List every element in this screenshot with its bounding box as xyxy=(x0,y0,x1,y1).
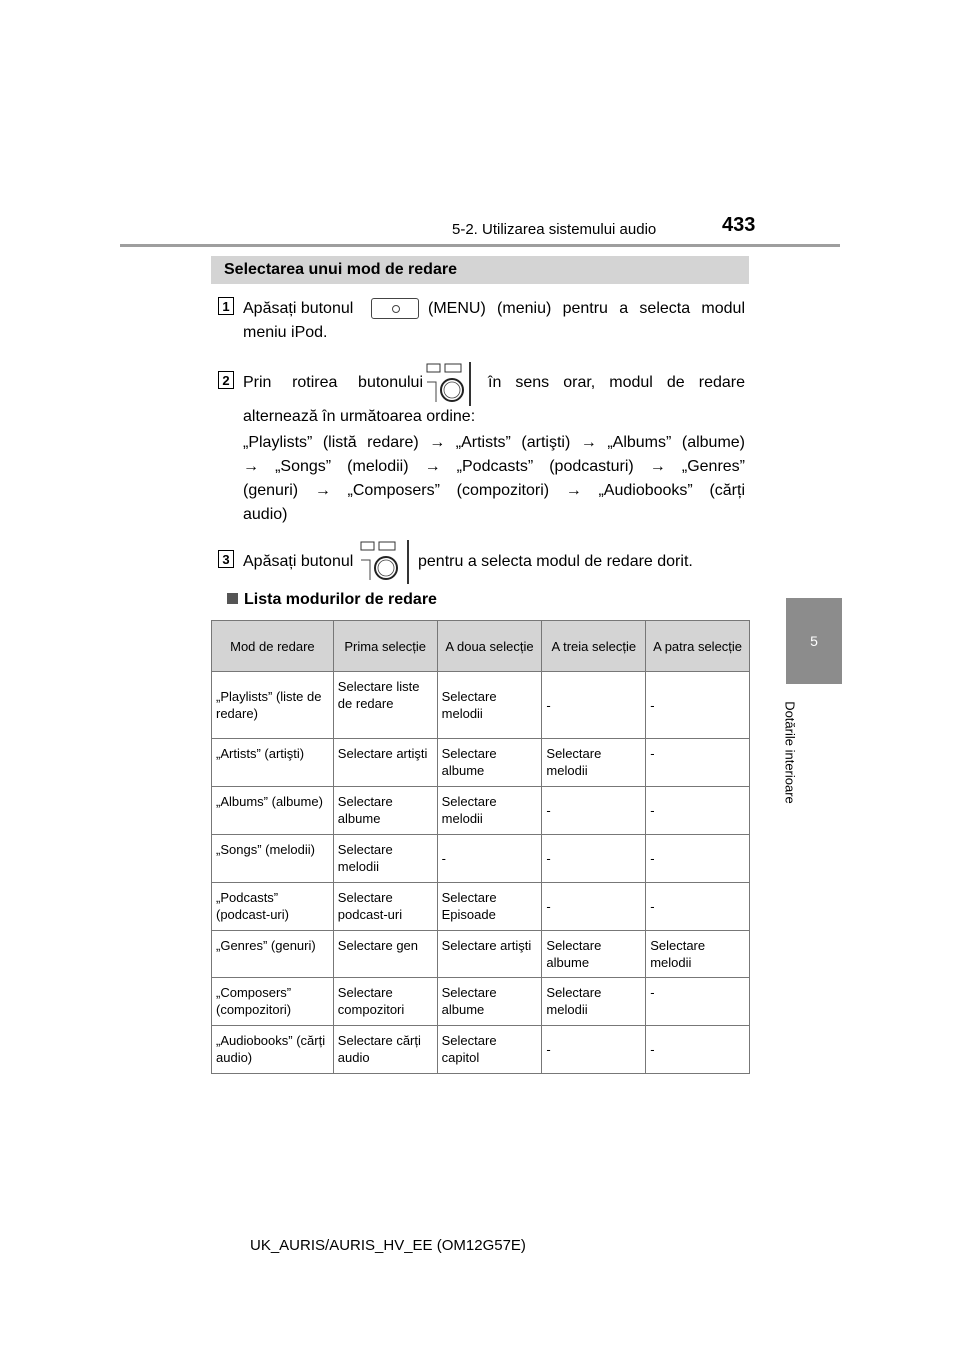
table-cell: Selectare albume xyxy=(333,787,437,835)
mode-sequence-line-2: → „Songs” (melodii) → „Podcasts” (podcasturi) → „Genres” xyxy=(243,458,745,475)
table-cell: - xyxy=(646,739,750,787)
table-cell: Selectare cărți audio xyxy=(333,1026,437,1074)
table-row xyxy=(212,835,750,883)
table-row xyxy=(212,1026,750,1074)
table-cell: - xyxy=(646,1026,750,1074)
tune-select-knob-icon xyxy=(424,360,482,408)
table-cell: Selectare melodii xyxy=(646,931,750,978)
table-cell: Selectare albume xyxy=(437,739,542,787)
table-cell: - xyxy=(542,835,646,883)
page-number: 433 xyxy=(722,214,756,236)
table-cell: Selectare albume xyxy=(542,931,646,978)
table-cell: Selectare capitol xyxy=(437,1026,542,1074)
table-cell: - xyxy=(646,672,750,739)
tune-select-knob-press-icon xyxy=(358,538,416,586)
table-cell: Selectare Episoade xyxy=(437,883,542,931)
chapter-title-text: Dotările interioare xyxy=(782,701,798,804)
table-cell: Selectare artişti xyxy=(333,739,437,787)
step-number-3: 3 xyxy=(218,550,234,568)
table-cell: Selectare liste de redare xyxy=(333,672,437,739)
table-row xyxy=(212,672,750,739)
table-header-cell: A doua selecție xyxy=(437,621,542,672)
step-number-2: 2 xyxy=(218,371,234,389)
table-cell: - xyxy=(646,835,750,883)
step-1-line-2: meniu iPod. xyxy=(243,324,328,341)
table-cell: „Composers” (compozitori) xyxy=(212,978,334,1026)
step-number-1: 1 xyxy=(218,297,234,315)
chapter-tab: 5 xyxy=(786,598,842,684)
table-cell: „Genres” (genuri) xyxy=(212,931,334,978)
table-cell: - xyxy=(437,835,542,883)
table-cell: „Albums” (albume) xyxy=(212,787,334,835)
step-2-line-2: alternează în următoarea ordine: xyxy=(243,408,476,425)
list-heading xyxy=(227,591,437,609)
table-cell: Selectare melodii xyxy=(542,978,646,1026)
table-cell: „Artists” (artişti) xyxy=(212,739,334,787)
running-section-title: 5-2. Utilizarea sistemului audio xyxy=(452,221,657,238)
mode-sequence-line-1: „Playlists” (listă redare) → „Artists” (artişti) → „Albums” (albume) xyxy=(243,434,745,451)
table-cell: „Playlists” (liste de redare) xyxy=(212,672,334,739)
step-2-text-after: în sens orar, modul de redare xyxy=(488,374,745,391)
step-2-text-before: Prin rotirea butonului xyxy=(243,374,423,391)
step-1-text-before: Apăsați butonul xyxy=(243,300,354,317)
table-header-cell: A patra selecție xyxy=(646,621,750,672)
step-3-text-before: Apăsați butonul xyxy=(243,553,354,570)
table-cell: - xyxy=(542,1026,646,1074)
table-cell: Selectare melodii xyxy=(333,835,437,883)
step-3-text-after: pentru a selecta modul de redare dorit. xyxy=(418,553,693,570)
table-cell: Selectare melodii xyxy=(437,787,542,835)
table-cell: Selectare compozitori xyxy=(333,978,437,1026)
table-row xyxy=(212,978,750,1026)
table-header-cell: Prima selecție xyxy=(333,621,437,672)
table-header-row xyxy=(212,621,750,672)
table-cell: „Podcasts” (podcast-uri) xyxy=(212,883,334,931)
table-cell: „Audiobooks” (cărți audio) xyxy=(212,1026,334,1074)
header-rule xyxy=(120,244,840,247)
table-cell: - xyxy=(646,978,750,1026)
menu-button-dot-icon xyxy=(392,305,400,313)
play-modes-table xyxy=(211,620,750,1074)
footer-model-code: UK_AURIS/AURIS_HV_EE (OM12G57E) xyxy=(250,1237,526,1254)
table-cell: - xyxy=(646,883,750,931)
list-heading-text: Lista modurilor de redare xyxy=(244,591,437,608)
square-bullet-icon xyxy=(227,593,238,604)
table-cell: Selectare albume xyxy=(437,978,542,1026)
table-header-cell: Mod de redare xyxy=(212,621,334,672)
mode-sequence-line-4: audio) xyxy=(243,506,288,523)
table-cell: „Songs” (melodii) xyxy=(212,835,334,883)
table-row xyxy=(212,883,750,931)
table-cell: Selectare artişti xyxy=(437,931,542,978)
table-row xyxy=(212,739,750,787)
table-cell: Selectare melodii xyxy=(437,672,542,739)
section-heading-bar: Selectarea unui mod de redare xyxy=(211,256,749,284)
table-cell: Selectare podcast-uri xyxy=(333,883,437,931)
menu-button-icon xyxy=(371,298,419,319)
mode-sequence-line-3: (genuri) → „Composers” (compozitori) → „Audiobooks” (cărți xyxy=(243,482,745,499)
step-1-text-after: (MENU) (meniu) pentru a selecta modul xyxy=(428,300,745,317)
table-row xyxy=(212,931,750,978)
table-cell: - xyxy=(542,883,646,931)
table-row xyxy=(212,787,750,835)
table-cell: Selectare melodii xyxy=(542,739,646,787)
table-cell: - xyxy=(542,672,646,739)
table-cell: Selectare gen xyxy=(333,931,437,978)
chapter-title xyxy=(770,690,810,820)
table-cell: - xyxy=(646,787,750,835)
table-cell: - xyxy=(542,787,646,835)
table-header-cell: A treia selecție xyxy=(542,621,646,672)
